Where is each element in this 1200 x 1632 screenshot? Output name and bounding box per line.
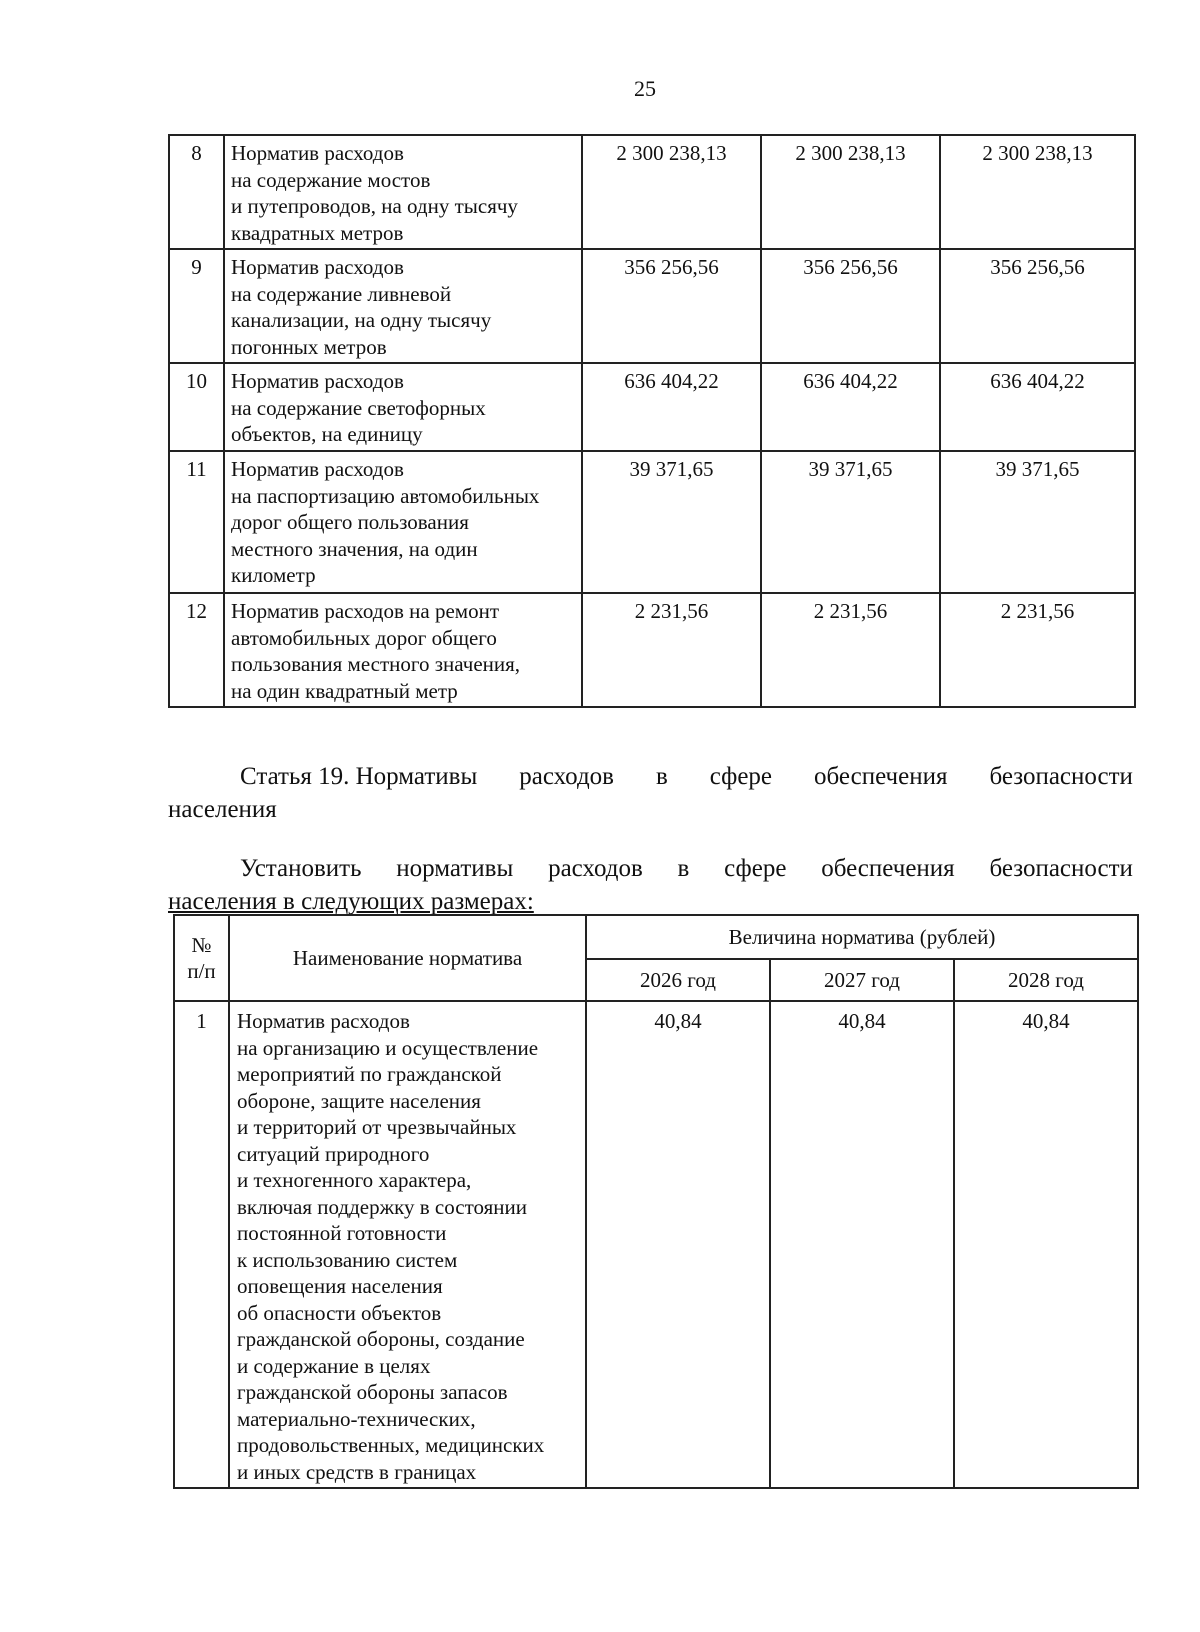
value-2028: 636 404,22 bbox=[940, 363, 1135, 451]
table-row bbox=[174, 1001, 1138, 1488]
intro-word: обеспечения bbox=[821, 855, 955, 882]
page-number: 25 bbox=[634, 76, 656, 101]
norm-name: Норматив расходов на содержание мостов и путепроводов, на одну тысячу квадратных метров bbox=[224, 135, 582, 249]
norms-table-continued bbox=[168, 134, 1136, 708]
header-value-group: Величина норматива (рублей) bbox=[586, 915, 1138, 959]
value-2028: 39 371,65 bbox=[940, 451, 1135, 593]
value-2027: 40,84 bbox=[770, 1001, 954, 1488]
value-2028: 2 231,56 bbox=[940, 593, 1135, 707]
header-year-2026: 2026 год bbox=[586, 959, 770, 1001]
row-number: 11 bbox=[169, 451, 224, 593]
norm-name: Норматив расходов на ремонт автомобильных дорог общего пользования местного значения, на один квадратный метр bbox=[224, 593, 582, 707]
value-2027: 2 231,56 bbox=[761, 593, 940, 707]
value-2026: 40,84 bbox=[586, 1001, 770, 1488]
value-2028: 2 300 238,13 bbox=[940, 135, 1135, 249]
row-number: 9 bbox=[169, 249, 224, 363]
heading-word: сфере bbox=[709, 763, 773, 790]
intro-word: расходов bbox=[548, 855, 643, 882]
value-2027: 39 371,65 bbox=[761, 451, 940, 593]
article-heading-line2: населения bbox=[168, 796, 277, 823]
value-2027: 356 256,56 bbox=[761, 249, 940, 363]
table-row bbox=[169, 363, 1135, 451]
table-row bbox=[169, 135, 1135, 249]
header-year-2027: 2027 год bbox=[770, 959, 954, 1001]
heading-word: Статья 19. Нормативы bbox=[240, 763, 478, 790]
heading-word: в bbox=[655, 763, 668, 790]
row-number: 1 bbox=[174, 1001, 229, 1488]
norm-name: Норматив расходов на паспортизацию автомобильных дорог общего пользования местного значения, на один километр bbox=[224, 451, 582, 593]
table-row bbox=[169, 593, 1135, 707]
heading-word: безопасности bbox=[989, 763, 1133, 790]
intro-word: безопасности bbox=[989, 855, 1133, 882]
intro-word: в bbox=[677, 855, 690, 882]
norm-name: Норматив расходов на содержание светофорных объектов, на единицу bbox=[224, 363, 582, 451]
article-intro-line2: населения в следующих размерах: bbox=[168, 888, 534, 915]
value-2026: 2 300 238,13 bbox=[582, 135, 761, 249]
value-2026: 2 231,56 bbox=[582, 593, 761, 707]
intro-word: сфере bbox=[724, 855, 787, 882]
value-2026: 39 371,65 bbox=[582, 451, 761, 593]
row-number: 10 bbox=[169, 363, 224, 451]
value-2027: 2 300 238,13 bbox=[761, 135, 940, 249]
norm-name: Норматив расходов на организацию и осуществление мероприятий по гражданской обороне, защите населения и территорий от чрезвычайных ситуаций природного и техногенного характера, включая поддержку в состоянии постоянной готовности к использованию систем оповещения населения об опасности объектов гражданской обороны, создание и содержание в целях гражданской обороны запасов материально-технических, продовольственных, медицинских и иных средств в границах bbox=[229, 1001, 586, 1488]
heading-word: обеспечения bbox=[813, 763, 948, 790]
row-number: 8 bbox=[169, 135, 224, 249]
value-2028: 40,84 bbox=[954, 1001, 1138, 1488]
article-intro-line1 bbox=[168, 852, 1133, 885]
article-heading-line1 bbox=[168, 760, 1133, 793]
article-intro bbox=[168, 852, 1133, 918]
article-heading bbox=[168, 760, 1133, 826]
norm-name: Норматив расходов на содержание ливневой канализации, на одну тысячу погонных метров bbox=[224, 249, 582, 363]
table-row bbox=[169, 451, 1135, 593]
table-row bbox=[169, 249, 1135, 363]
value-2026: 636 404,22 bbox=[582, 363, 761, 451]
row-number: 12 bbox=[169, 593, 224, 707]
header-number: № п/п bbox=[174, 915, 229, 1001]
value-2028: 356 256,56 bbox=[940, 249, 1135, 363]
heading-word: расходов bbox=[519, 763, 614, 790]
header-norm-name: Наименование норматива bbox=[229, 915, 586, 1001]
header-year-2028: 2028 год bbox=[954, 959, 1138, 1001]
security-norms-table bbox=[173, 914, 1139, 1489]
value-2026: 356 256,56 bbox=[582, 249, 761, 363]
value-2027: 636 404,22 bbox=[761, 363, 940, 451]
intro-word: нормативы bbox=[396, 855, 514, 882]
intro-word: Установить bbox=[240, 855, 362, 882]
